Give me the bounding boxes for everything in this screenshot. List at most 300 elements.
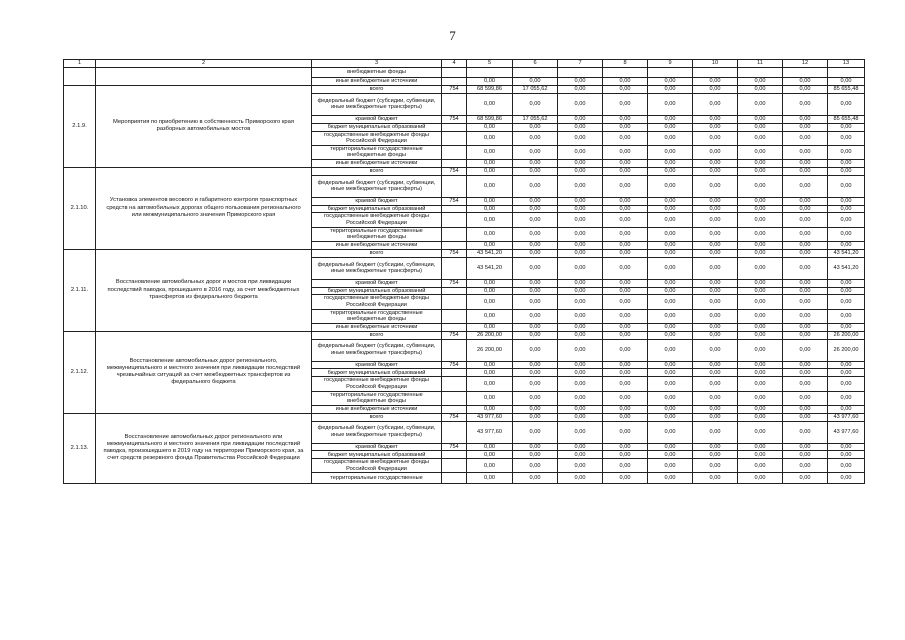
funding-source-cell: краевой бюджет — [312, 115, 442, 123]
code-cell — [442, 405, 467, 413]
code-cell — [442, 451, 467, 459]
value-cell: 0,00 — [783, 377, 828, 391]
value-cell: 0,00 — [558, 377, 603, 391]
value-cell: 0,00 — [738, 227, 783, 241]
value-cell: 0,00 — [738, 377, 783, 391]
value-cell: 43 977,60 — [828, 413, 865, 421]
item-number-cell: 2.1.12. — [64, 331, 96, 413]
funding-source-cell: бюджет муниципальных образований — [312, 205, 442, 213]
code-cell — [442, 205, 467, 213]
value-cell: 0,00 — [738, 473, 783, 483]
value-cell: 43 541,20 — [828, 249, 865, 257]
funding-source-cell: территориальные государственные внебюджетные фонды — [312, 309, 442, 323]
value-cell: 0,00 — [558, 361, 603, 369]
code-cell: 754 — [442, 443, 467, 451]
value-cell — [467, 67, 513, 77]
value-cell: 0,00 — [828, 197, 865, 205]
value-cell: 0,00 — [513, 369, 558, 377]
value-cell: 0,00 — [558, 241, 603, 249]
value-cell: 0,00 — [738, 413, 783, 421]
value-cell: 0,00 — [783, 339, 828, 361]
value-cell: 0,00 — [467, 451, 513, 459]
value-cell — [648, 67, 693, 77]
value-cell: 0,00 — [648, 339, 693, 361]
value-cell: 0,00 — [467, 213, 513, 227]
value-cell: 0,00 — [738, 421, 783, 443]
value-cell: 0,00 — [828, 279, 865, 287]
value-cell: 0,00 — [558, 131, 603, 145]
value-cell: 0,00 — [828, 405, 865, 413]
value-cell: 0,00 — [558, 421, 603, 443]
value-cell: 0,00 — [648, 443, 693, 451]
value-cell — [513, 67, 558, 77]
code-cell — [442, 309, 467, 323]
value-cell: 0,00 — [513, 413, 558, 421]
funding-source-cell: территориальные государственные внебюджетные фонды — [312, 391, 442, 405]
header-cell: 12 — [783, 60, 828, 68]
value-cell: 0,00 — [738, 331, 783, 339]
value-cell — [693, 67, 738, 77]
value-cell: 0,00 — [738, 241, 783, 249]
value-cell: 0,00 — [738, 339, 783, 361]
item-name-cell: Восстановление автомобильных дорог и мостов при ликвидации последствий паводка, прошедшего в 2016 году, за счет межбюджетных трансфертов из федерального бюджета — [96, 249, 312, 331]
value-cell: 0,00 — [693, 443, 738, 451]
table-row — [64, 249, 865, 257]
funding-source-cell: краевой бюджет — [312, 361, 442, 369]
value-cell: 0,00 — [513, 377, 558, 391]
value-cell: 0,00 — [738, 175, 783, 197]
value-cell: 0,00 — [783, 205, 828, 213]
value-cell: 0,00 — [783, 131, 828, 145]
value-cell: 0,00 — [558, 159, 603, 167]
value-cell: 0,00 — [738, 249, 783, 257]
value-cell: 0,00 — [693, 369, 738, 377]
table-row — [64, 413, 865, 421]
value-cell: 0,00 — [513, 93, 558, 115]
code-cell — [442, 77, 467, 85]
value-cell: 0,00 — [828, 131, 865, 145]
code-cell — [442, 377, 467, 391]
value-cell: 0,00 — [467, 241, 513, 249]
value-cell: 0,00 — [513, 421, 558, 443]
value-cell: 0,00 — [693, 339, 738, 361]
code-cell: 754 — [442, 167, 467, 175]
value-cell: 0,00 — [467, 227, 513, 241]
value-cell: 0,00 — [603, 159, 648, 167]
value-cell: 0,00 — [467, 77, 513, 85]
funding-source-cell: федеральный бюджет (субсидии, субвенции, иные межбюджетные трансферты) — [312, 175, 442, 197]
value-cell: 0,00 — [558, 85, 603, 93]
value-cell: 0,00 — [783, 323, 828, 331]
value-cell: 0,00 — [513, 241, 558, 249]
value-cell: 0,00 — [513, 323, 558, 331]
funding-source-cell: федеральный бюджет (субсидии, субвенции, иные межбюджетные трансферты) — [312, 339, 442, 361]
value-cell: 0,00 — [558, 213, 603, 227]
value-cell: 0,00 — [828, 241, 865, 249]
header-cell: 9 — [648, 60, 693, 68]
code-cell — [442, 227, 467, 241]
value-cell: 0,00 — [558, 205, 603, 213]
value-cell: 0,00 — [467, 377, 513, 391]
value-cell: 0,00 — [648, 361, 693, 369]
funding-source-cell: краевой бюджет — [312, 197, 442, 205]
code-cell: 754 — [442, 279, 467, 287]
funding-source-cell: иные внебюджетные источники — [312, 159, 442, 167]
value-cell: 0,00 — [828, 93, 865, 115]
value-cell: 43 977,60 — [828, 421, 865, 443]
code-cell — [442, 391, 467, 405]
value-cell: 0,00 — [648, 309, 693, 323]
value-cell: 0,00 — [603, 249, 648, 257]
value-cell — [558, 67, 603, 77]
funding-source-cell: территориальные государственные — [312, 473, 442, 483]
funding-source-cell: государственные внебюджетные фонды Российской Федерации — [312, 295, 442, 309]
value-cell: 0,00 — [467, 295, 513, 309]
budget-table — [63, 59, 865, 484]
value-cell: 0,00 — [783, 405, 828, 413]
value-cell: 0,00 — [558, 323, 603, 331]
value-cell: 0,00 — [828, 205, 865, 213]
value-cell: 0,00 — [648, 241, 693, 249]
item-name-cell: Восстановление автомобильных дорог регионального или межмуниципального и местного значения при ликвидации последствий паводка, произошедшего в 2019 году на территории Приморского края, за счет средств резервного фонда Правительства Российской Федерации — [96, 413, 312, 483]
value-cell: 0,00 — [738, 123, 783, 131]
code-cell — [442, 131, 467, 145]
code-cell — [442, 93, 467, 115]
value-cell: 0,00 — [558, 459, 603, 473]
value-cell: 0,00 — [467, 391, 513, 405]
code-cell — [442, 241, 467, 249]
value-cell: 0,00 — [558, 331, 603, 339]
header-cell: 6 — [513, 60, 558, 68]
value-cell: 0,00 — [648, 145, 693, 159]
value-cell: 0,00 — [558, 451, 603, 459]
value-cell: 0,00 — [603, 369, 648, 377]
value-cell: 0,00 — [558, 473, 603, 483]
value-cell: 0,00 — [603, 309, 648, 323]
value-cell: 0,00 — [603, 115, 648, 123]
value-cell: 0,00 — [828, 123, 865, 131]
funding-source-cell: федеральный бюджет (субсидии, субвенции, иные межбюджетные трансферты) — [312, 93, 442, 115]
funding-source-cell: иные внебюджетные источники — [312, 77, 442, 85]
value-cell: 0,00 — [828, 443, 865, 451]
value-cell: 0,00 — [783, 77, 828, 85]
value-cell: 0,00 — [828, 391, 865, 405]
value-cell: 0,00 — [693, 115, 738, 123]
value-cell: 0,00 — [648, 131, 693, 145]
value-cell: 17 055,62 — [513, 85, 558, 93]
value-cell: 0,00 — [828, 77, 865, 85]
value-cell: 0,00 — [693, 295, 738, 309]
value-cell: 0,00 — [693, 197, 738, 205]
item-name-cell: Мероприятия по приобретению в собственность Приморского края разборных автомобильных мостов — [96, 85, 312, 167]
value-cell: 0,00 — [828, 309, 865, 323]
value-cell: 0,00 — [603, 213, 648, 227]
value-cell: 0,00 — [828, 287, 865, 295]
code-cell — [442, 339, 467, 361]
value-cell: 0,00 — [513, 123, 558, 131]
value-cell: 0,00 — [783, 295, 828, 309]
value-cell: 0,00 — [693, 205, 738, 213]
value-cell: 0,00 — [648, 413, 693, 421]
value-cell: 0,00 — [558, 249, 603, 257]
value-cell: 0,00 — [693, 227, 738, 241]
value-cell: 0,00 — [558, 175, 603, 197]
value-cell: 0,00 — [783, 443, 828, 451]
funding-source-cell: бюджет муниципальных образований — [312, 123, 442, 131]
value-cell: 0,00 — [603, 451, 648, 459]
funding-source-cell: иные внебюджетные источники — [312, 323, 442, 331]
funding-source-cell: внебюджетные фонды — [312, 67, 442, 77]
value-cell: 0,00 — [558, 287, 603, 295]
value-cell: 0,00 — [603, 339, 648, 361]
code-cell — [442, 421, 467, 443]
value-cell: 0,00 — [648, 115, 693, 123]
value-cell: 0,00 — [783, 459, 828, 473]
value-cell: 0,00 — [603, 123, 648, 131]
value-cell: 0,00 — [693, 451, 738, 459]
value-cell: 0,00 — [513, 257, 558, 279]
funding-source-cell: всего — [312, 331, 442, 339]
value-cell: 0,00 — [828, 361, 865, 369]
value-cell: 0,00 — [513, 451, 558, 459]
value-cell: 0,00 — [693, 123, 738, 131]
funding-source-cell: краевой бюджет — [312, 279, 442, 287]
code-cell — [442, 369, 467, 377]
funding-source-cell: территориальные государственные внебюджетные фонды — [312, 227, 442, 241]
value-cell: 0,00 — [513, 295, 558, 309]
value-cell: 68 599,86 — [467, 85, 513, 93]
value-cell: 0,00 — [783, 361, 828, 369]
value-cell: 0,00 — [783, 115, 828, 123]
value-cell: 0,00 — [648, 369, 693, 377]
value-cell: 0,00 — [738, 287, 783, 295]
value-cell: 0,00 — [467, 473, 513, 483]
value-cell: 0,00 — [603, 377, 648, 391]
value-cell: 0,00 — [513, 145, 558, 159]
value-cell: 0,00 — [467, 361, 513, 369]
value-cell: 0,00 — [558, 369, 603, 377]
code-cell — [442, 295, 467, 309]
value-cell: 0,00 — [558, 167, 603, 175]
value-cell: 0,00 — [648, 249, 693, 257]
value-cell: 0,00 — [693, 131, 738, 145]
value-cell: 43 541,20 — [467, 249, 513, 257]
value-cell: 0,00 — [467, 309, 513, 323]
code-cell: 754 — [442, 331, 467, 339]
value-cell: 0,00 — [738, 93, 783, 115]
value-cell: 0,00 — [603, 413, 648, 421]
value-cell: 0,00 — [648, 159, 693, 167]
value-cell: 0,00 — [513, 309, 558, 323]
value-cell: 0,00 — [648, 123, 693, 131]
value-cell: 0,00 — [738, 167, 783, 175]
value-cell: 85 655,48 — [828, 115, 865, 123]
header-cell: 5 — [467, 60, 513, 68]
value-cell: 0,00 — [513, 131, 558, 145]
value-cell: 0,00 — [603, 459, 648, 473]
value-cell: 0,00 — [693, 93, 738, 115]
value-cell: 0,00 — [648, 85, 693, 93]
value-cell: 0,00 — [693, 377, 738, 391]
value-cell: 0,00 — [738, 213, 783, 227]
value-cell: 0,00 — [603, 131, 648, 145]
header-cell: 7 — [558, 60, 603, 68]
value-cell: 0,00 — [558, 339, 603, 361]
code-cell: 754 — [442, 115, 467, 123]
value-cell: 0,00 — [603, 93, 648, 115]
value-cell: 0,00 — [513, 287, 558, 295]
value-cell: 0,00 — [513, 167, 558, 175]
value-cell: 0,00 — [783, 279, 828, 287]
value-cell: 0,00 — [467, 287, 513, 295]
value-cell: 0,00 — [693, 257, 738, 279]
value-cell: 0,00 — [467, 159, 513, 167]
value-cell: 0,00 — [783, 257, 828, 279]
code-cell — [442, 323, 467, 331]
value-cell: 0,00 — [603, 473, 648, 483]
value-cell: 0,00 — [603, 421, 648, 443]
value-cell: 0,00 — [648, 213, 693, 227]
value-cell: 0,00 — [603, 391, 648, 405]
value-cell: 0,00 — [783, 369, 828, 377]
value-cell: 0,00 — [828, 295, 865, 309]
value-cell: 0,00 — [467, 405, 513, 413]
value-cell: 0,00 — [693, 287, 738, 295]
code-cell — [442, 473, 467, 483]
value-cell: 0,00 — [648, 77, 693, 85]
funding-source-cell: государственные внебюджетные фонды Российской Федерации — [312, 459, 442, 473]
value-cell: 0,00 — [467, 145, 513, 159]
funding-source-cell: федеральный бюджет (субсидии, субвенции, иные межбюджетные трансферты) — [312, 421, 442, 443]
value-cell: 0,00 — [648, 287, 693, 295]
funding-source-cell: государственные внебюджетные фонды Российской Федерации — [312, 131, 442, 145]
value-cell: 26 200,00 — [467, 339, 513, 361]
value-cell: 0,00 — [467, 175, 513, 197]
header-cell: 8 — [603, 60, 648, 68]
value-cell: 0,00 — [603, 257, 648, 279]
value-cell: 43 977,60 — [467, 421, 513, 443]
value-cell: 0,00 — [738, 279, 783, 287]
item-name-cell: Восстановление автомобильных дорог регионального, межмуниципального и местного значения при ликвидации последствий чрезвычайных ситуаций за счет межбюджетных трансфертов из федерального бюджета — [96, 331, 312, 413]
value-cell: 0,00 — [828, 473, 865, 483]
value-cell: 0,00 — [783, 197, 828, 205]
value-cell: 0,00 — [783, 421, 828, 443]
header-cell: 13 — [828, 60, 865, 68]
code-cell — [442, 287, 467, 295]
value-cell: 0,00 — [648, 459, 693, 473]
value-cell: 0,00 — [513, 473, 558, 483]
value-cell: 0,00 — [603, 167, 648, 175]
value-cell: 0,00 — [513, 443, 558, 451]
value-cell: 0,00 — [783, 123, 828, 131]
value-cell: 0,00 — [467, 205, 513, 213]
value-cell: 0,00 — [648, 323, 693, 331]
value-cell: 0,00 — [783, 249, 828, 257]
value-cell: 0,00 — [648, 295, 693, 309]
value-cell: 0,00 — [828, 159, 865, 167]
code-cell — [442, 145, 467, 159]
value-cell: 0,00 — [783, 287, 828, 295]
funding-source-cell: всего — [312, 249, 442, 257]
value-cell: 0,00 — [648, 257, 693, 279]
value-cell: 0,00 — [603, 77, 648, 85]
value-cell: 0,00 — [738, 369, 783, 377]
value-cell: 0,00 — [513, 227, 558, 241]
code-cell — [442, 213, 467, 227]
value-cell: 0,00 — [693, 391, 738, 405]
funding-source-cell: территориальные государственные внебюджетные фонды — [312, 145, 442, 159]
code-cell: 754 — [442, 361, 467, 369]
value-cell: 26 200,00 — [828, 339, 865, 361]
value-cell: 0,00 — [738, 459, 783, 473]
value-cell: 0,00 — [693, 85, 738, 93]
item-number-cell: 2.1.9. — [64, 85, 96, 167]
header-cell: 10 — [693, 60, 738, 68]
funding-source-cell: государственные внебюджетные фонды Российской Федерации — [312, 377, 442, 391]
value-cell: 0,00 — [738, 361, 783, 369]
funding-source-cell: бюджет муниципальных образований — [312, 287, 442, 295]
value-cell: 0,00 — [693, 323, 738, 331]
value-cell: 68 599,86 — [467, 115, 513, 123]
value-cell: 0,00 — [693, 459, 738, 473]
value-cell — [603, 67, 648, 77]
code-cell — [442, 175, 467, 197]
value-cell: 0,00 — [648, 421, 693, 443]
value-cell: 0,00 — [648, 197, 693, 205]
value-cell: 0,00 — [738, 205, 783, 213]
value-cell: 0,00 — [513, 391, 558, 405]
item-number-cell: 2.1.10. — [64, 167, 96, 249]
value-cell: 0,00 — [828, 459, 865, 473]
value-cell: 0,00 — [828, 451, 865, 459]
value-cell: 0,00 — [693, 279, 738, 287]
value-cell: 0,00 — [738, 443, 783, 451]
value-cell: 0,00 — [828, 213, 865, 227]
funding-source-cell: бюджет муниципальных образований — [312, 451, 442, 459]
value-cell: 26 200,00 — [467, 331, 513, 339]
value-cell: 0,00 — [828, 369, 865, 377]
value-cell: 0,00 — [738, 451, 783, 459]
value-cell: 0,00 — [558, 279, 603, 287]
value-cell: 0,00 — [603, 405, 648, 413]
value-cell: 0,00 — [783, 145, 828, 159]
value-cell: 0,00 — [783, 175, 828, 197]
value-cell: 0,00 — [738, 159, 783, 167]
value-cell: 0,00 — [558, 197, 603, 205]
table-row — [64, 85, 865, 93]
funding-source-cell: иные внебюджетные источники — [312, 241, 442, 249]
value-cell: 0,00 — [783, 93, 828, 115]
value-cell: 0,00 — [693, 249, 738, 257]
funding-source-cell: краевой бюджет — [312, 443, 442, 451]
value-cell: 0,00 — [513, 339, 558, 361]
value-cell: 0,00 — [648, 167, 693, 175]
value-cell: 0,00 — [513, 77, 558, 85]
funding-source-cell: всего — [312, 85, 442, 93]
value-cell: 0,00 — [467, 369, 513, 377]
value-cell: 0,00 — [693, 167, 738, 175]
value-cell: 0,00 — [648, 451, 693, 459]
funding-source-cell: всего — [312, 413, 442, 421]
funding-source-cell: бюджет муниципальных образований — [312, 369, 442, 377]
value-cell: 0,00 — [738, 391, 783, 405]
page-number: 7 — [449, 28, 456, 43]
value-cell: 0,00 — [693, 421, 738, 443]
value-cell: 0,00 — [603, 227, 648, 241]
value-cell: 0,00 — [783, 473, 828, 483]
value-cell: 0,00 — [603, 323, 648, 331]
value-cell: 0,00 — [558, 123, 603, 131]
